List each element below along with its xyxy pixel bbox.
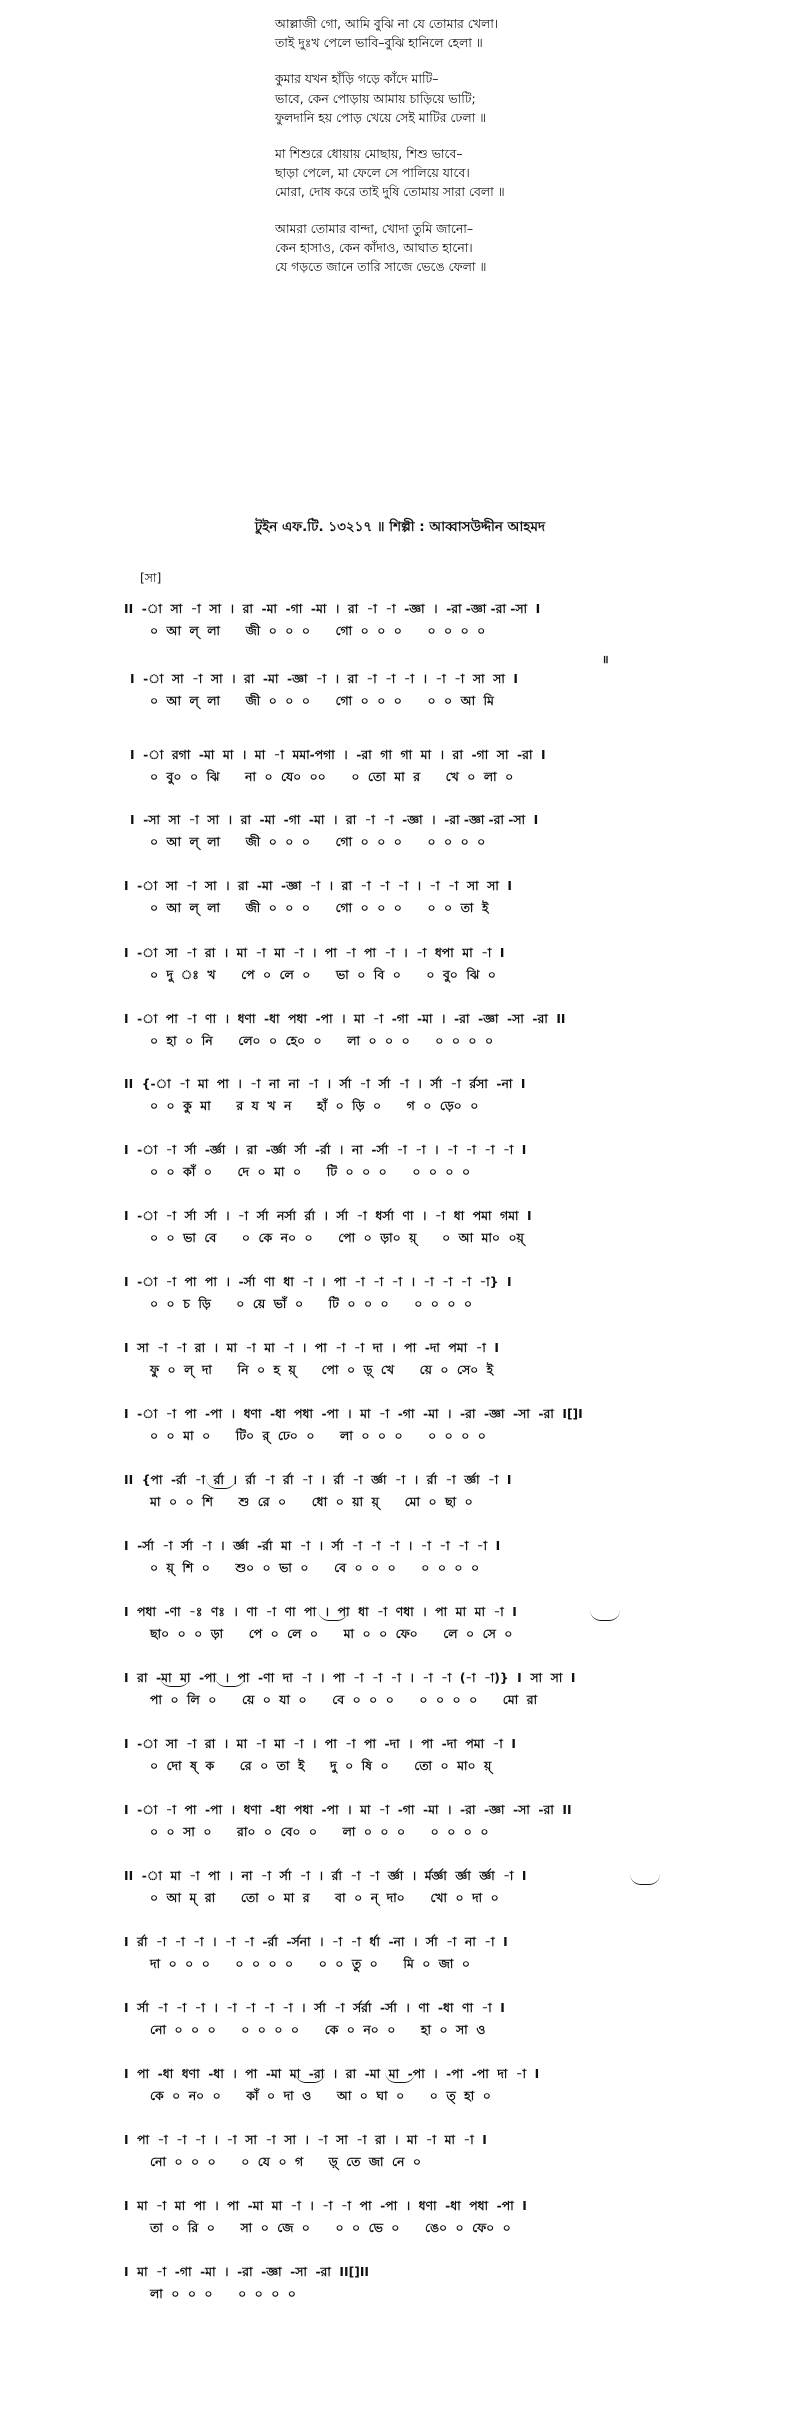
swara-line: I -সা সা -া সা । রা -মা -গা -মা । রা -া -া -জ্ঞা । -রা -জ্ঞা -রা -সা I xyxy=(130,813,539,827)
notation-row xyxy=(0,1999,800,2043)
notation-row xyxy=(0,1207,800,1251)
lyric-syllable-line: পা ০ লি ০ য়ে ০ যা ০ বে ০ ০ ০ ০ ০ ০ ০ মো রা xyxy=(150,1693,538,1707)
lyric-syllable-line: তা ০ রি ০ সা ০ জে ০ ০ ০ ভে ০ ঙে০ ০ ফে০ ০ xyxy=(150,2221,511,2235)
notation-row xyxy=(0,1141,800,1185)
notation-row xyxy=(0,1867,800,1911)
notation-row xyxy=(0,670,800,714)
taal-marker: [সা] xyxy=(140,571,162,585)
swara-line: I সা -া -া রা । মা -া মা -া । পা -া -া দা । পা -দা পমা -া I xyxy=(124,1341,499,1355)
swara-line: I -া -া পা -পা । ধণা -ধা পধা -পা । মা -া -গা -মা । -রা -জ্ঞা -সা -রা II xyxy=(124,1803,572,1817)
notation-row xyxy=(0,1339,800,1383)
stanza xyxy=(275,14,735,52)
lyric-line: যে গড়তে জানে তারি সাজে ভেঙে ফেলা ॥ xyxy=(275,259,487,275)
notation-row xyxy=(0,2197,800,2241)
lyric-syllable-line: ০ য়্ শি ০ শু০ ০ ভা ০ বে ০ ০ ০ ০ ০ ০ ০ xyxy=(150,1561,479,1575)
lyric-syllable-line: ছা০ ০ ০ ড়া পে ০ লে ০ মা ০ ০ ফে০ লে ০ সে ০ xyxy=(150,1627,513,1641)
swara-line: I -া সা -া সা । রা -মা -জ্ঞা -া । রা -া -া -া । -া -া সা সা I xyxy=(124,879,512,893)
lyric-syllable-line: ০ আ ল্‌ লা জী ০ ০ ০ গো ০ ০ ০ ০ ০ তা ই xyxy=(150,901,489,915)
swara-line: II {-া -া মা পা । -া না না -া । র্সা -া র্সা -া । র্সা -া র্রসা -না I xyxy=(124,1077,526,1091)
notation-row xyxy=(0,1010,800,1054)
lyric-syllable-line: ০ আ ম্‌ রা তো ০ মা র বা ০ ন্‌ দা০ খো ০ দা ০ xyxy=(150,1891,499,1905)
lyric-line: মা শিশুরে ধোয়ায় মোছায়, শিশু ভাবে– xyxy=(275,146,463,162)
record-heading: টুইন এফ.টি. ১৩২১৭ ॥ শিল্পী : আব্বাসউদ্দীন আহমদ xyxy=(254,519,546,535)
swara-line: I রা -মা মা -পা । পা -ণা দা -া । পা -া -া -া । -া -া (-া -া)} I সা সা I xyxy=(124,1671,576,1685)
stanza xyxy=(275,69,735,127)
notation-row xyxy=(0,1801,800,1845)
notation-row xyxy=(0,1273,800,1317)
swara-line: II -া মা -া পা । না -া র্সা -া । র্রা -া -া র্জ্ঞা । র্মর্জ্ঞা র্জ্ঞা র্জ্ঞা -া I xyxy=(124,1869,527,1883)
swara-line: I -া -া পা -পা । ধণা -ধা পধা -পা । মা -া -গা -মা । -রা -জ্ঞা -সা -রা I[]I xyxy=(124,1407,583,1421)
lyric-line: কেন হাসাও, কেন কাঁদাও, আঘাত হানো। xyxy=(275,239,473,255)
lyric-line: আল্লাজী গো, আমি বুঝি না যে তোমার খেলা। xyxy=(275,16,499,31)
lyric-line: কুমার যখন হাঁড়ি গড়ে কাঁদে মাটি– xyxy=(275,71,439,87)
swara-line: I র্সা -া -া -া । -া -া -া -া । র্সা -া র্সর্রা -র্সা । ণা -ধা ণা -া I xyxy=(124,2001,505,2015)
lyric-syllable-line: ০ ০ মা ০ টি০ র্ ঢে০ ০ লা ০ ০ ০ ০ ০ ০ ০ xyxy=(150,1429,486,1443)
lyric-syllable-line: ০ ০ সা ০ রা০ ০ বে০ ০ লা ০ ০ ০ ০ ০ ০ ০ xyxy=(150,1825,489,1839)
lyric-syllable-line: ০ ০ ভা বে ০ কে ন০ ০ পো ০ ড়া০ য়্ ০ আ মা০ ০য়্ xyxy=(150,1231,524,1245)
repeat-mark: ॥ xyxy=(602,653,609,666)
lyric-syllable-line: ০ আ ল্‌ লা জী ০ ০ ০ গো ০ ০ ০ ০ ০ ০ ০ xyxy=(150,835,486,849)
lyric-syllable-line: ০ ০ কাঁ ০ দে ০ মা ০ টি ০ ০ ০ ০ ০ ০ ০ xyxy=(150,1165,470,1179)
notation-row xyxy=(0,1471,800,1515)
lyric-line: ফুলদানি হয় পোড় খেয়ে সেই মাটির ঢেলা ॥ xyxy=(275,109,487,125)
lyric-syllable-line: কে ০ ন০ ০ কাঁ ০ দা ও আ ০ ঘা ০ ০ ত্‌ হা ০ xyxy=(150,2089,491,2103)
swara-line: I -া -া র্সা র্সা । -া র্সা নর্সা র্রা । র্সা -া ধর্সা ণা । -া ধা পমা গমা I xyxy=(124,1209,532,1223)
notation-row xyxy=(0,1075,800,1119)
notation-row xyxy=(0,1603,800,1647)
notation-row xyxy=(0,1735,800,1779)
stanza xyxy=(275,219,735,277)
swara-line: I পধা -ণা -ঃ ণঃ । ণা -া ণা পা । পা ধা -া ণধা । পা মা মা -া I xyxy=(124,1605,517,1619)
lyric-syllable-line: ০ হা ০ নি লে০ ০ হে০ ০ লা ০ ০ ০ ০ ০ ০ ০ xyxy=(150,1034,493,1048)
notation-row xyxy=(0,877,800,921)
lyric-syllable-line: ০ ০ চ ড়ি ০ য়ে ভাঁ ০ টি ০ ০ ০ ০ ০ ০ ০ xyxy=(150,1297,472,1311)
swara-line: I -া পা -া ণা । ধণা -ধা পধা -পা । মা -া -গা -মা । -রা -জ্ঞা -সা -রা II xyxy=(124,1012,566,1026)
stanza xyxy=(275,144,735,202)
lyric-syllable-line: ০ ০ কু মা র য খ ন হাঁ ০ ড়ি ০ গ ০ ড়ে০ ০ xyxy=(150,1099,479,1113)
lyric-syllable-line: মা ০ ০ শি শু রে ০ ধো ০ য়া য়্ মো ০ ছা ০ xyxy=(150,1495,473,1509)
swara-line: I -া রগা -মা মা । মা -া মমা-পগা । -রা গা গা মা । রা -গা সা -রা I xyxy=(130,748,546,762)
notation-row xyxy=(0,2263,800,2307)
lyric-syllable-line: ০ দো ষ্‌ ক রে ০ তা ই দু ০ ষি ০ তো ০ মা০ য়্ xyxy=(150,1759,492,1773)
swara-line: I পা -া -া -া । -া সা -া সা । -া সা -া রা । মা -া মা -া I xyxy=(124,2133,487,2147)
swara-line: I -া সা -া রা । মা -া মা -া । পা -া পা -দা । পা -দা পমা -া I xyxy=(124,1737,516,1751)
swara-line: I -া -া র্সা -র্জ্ঞা । রা -র্জ্ঞা র্সা -র্রা । না -র্সা -া -া । -া -া -া -া I xyxy=(124,1143,527,1157)
lyric-syllable-line: ০ বু০ ০ ঝি না ০ যে০ ০০ ০ তো মা র খে ০ লা ০ xyxy=(150,770,514,784)
lyric-syllable-line: ০ আ ল্‌ লা জী ০ ০ ০ গো ০ ০ ০ ০ ০ ০ ০ xyxy=(150,624,486,638)
lyric-syllable-line: লা ০ ০ ০ ০ ০ ০ ০ xyxy=(150,2287,296,2301)
swara-line: I -া সা -া রা । মা -া মা -া । পা -া পা -া । -া ধপা মা -া I xyxy=(124,946,505,960)
swara-line: I -া সা -া সা । রা -মা -জ্ঞা -া । রা -া -া -া । -া -া সা সা I xyxy=(130,672,518,686)
notation-row xyxy=(0,2131,800,2175)
swara-line: I -া -া পা পা । -র্সা ণা ধা -া । পা -া -া -া । -া -া -া -া} I xyxy=(124,1275,512,1289)
notation-row xyxy=(0,600,800,644)
swara-line: I র্রা -া -া -া । -া -া -র্রা -র্সনা । -া -া র্ধা -না । র্সা -া না -া I xyxy=(124,1935,508,1949)
notation-row xyxy=(0,1669,800,1713)
song-lyrics xyxy=(275,14,735,293)
lyric-line: ভাবে, কেন পোড়ায় আমায় চাড়িয়ে ভাটি; xyxy=(275,90,476,106)
notation-row xyxy=(0,1405,800,1449)
lyric-line: মোরা, দোষ করে তাই দুষি তোমায় সারা বেলা ॥ xyxy=(275,184,505,200)
notation-row xyxy=(0,811,800,855)
swara-line: I মা -া -গা -মা । -রা -জ্ঞা -সা -রা II[]II xyxy=(124,2265,369,2279)
lyric-syllable-line: নো ০ ০ ০ ০ ০ ০ ০ কে ০ ন০ ০ হা ০ সা ও xyxy=(150,2023,486,2037)
swara-line: I মা -া মা পা । পা -মা মা -া । -া -া পা -পা । ধণা -ধা পধা -পা I xyxy=(124,2199,527,2213)
lyric-line: আমরা তোমার বান্দা, খোদা তুমি জানো– xyxy=(275,220,474,236)
swara-line: I পা -ধা ধণা -ধা । পা -মা মা -রা । রা -মা মা -পা । -পা -পা দা -া I xyxy=(124,2067,540,2081)
swara-line: II -া সা -া সা । রা -মা -গা -মা । রা -া -া -জ্ঞা । -রা -জ্ঞা -রা -সা I xyxy=(124,602,541,616)
lyric-syllable-line: ০ দু ঃ খ পে ০ লে ০ ভা ০ বি ০ ০ বু০ ঝি ০ xyxy=(150,968,496,982)
notation-row xyxy=(0,1537,800,1581)
notation-row xyxy=(0,944,800,988)
lyric-syllable-line: ফু ০ ল্‌ দা নি ০ হ য়্ পো ০ ড়্ খে য়ে ০ সে০ ই xyxy=(150,1363,494,1377)
lyric-syllable-line: ০ আ ল্‌ লা জী ০ ০ ০ গো ০ ০ ০ ০ ০ আ মি xyxy=(150,694,494,708)
lyric-line: ছাড়া পেলে, মা ফেলে সে পালিয়ে যাবে। xyxy=(275,165,470,181)
lyric-line: তাই দুঃখ পেলে ভাবি–বুঝি হানিলে হেলা ॥ xyxy=(275,35,483,51)
notation-row xyxy=(0,1933,800,1977)
notation-row xyxy=(0,746,800,790)
lyric-syllable-line: নো ০ ০ ০ ০ যে ০ গ ড়্‌ তে জা নে ০ xyxy=(150,2155,421,2169)
swara-line: I -র্সা -া র্সা -া । র্জ্ঞা -র্রা মা -া । র্সা -া -া -া । -া -া -া -া I xyxy=(124,1539,501,1553)
swara-line: II {পা -র্রা -া র্রা । র্রা -া র্রা -া । র্রা -া র্জ্ঞা -া । র্রা -া র্জ্ঞা -া I xyxy=(124,1473,512,1487)
lyric-syllable-line: দা ০ ০ ০ ০ ০ ০ ০ ০ ০ তু ০ মি ০ জা ০ xyxy=(150,1957,470,1971)
